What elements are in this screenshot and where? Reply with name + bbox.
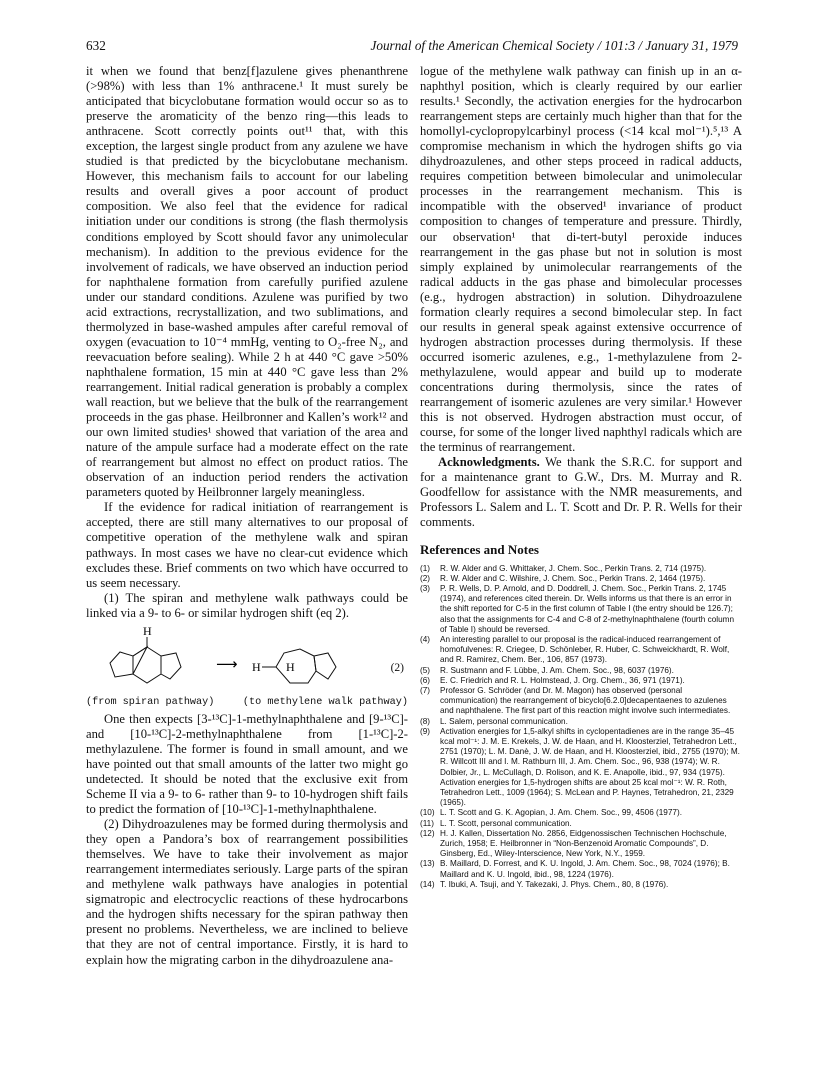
- reference-item: [420, 676, 742, 686]
- reference-text: Activation energies for 1,5-alkyl shifts in cyclopentadienes are in the range 35–45 kcal mol⁻¹: J. M. E. Krekels, J. W. de Haan, and H. Kloosterziel, Tetrahedron Lett., 2751 (1970); L. M. Danè, J. W. de Haan, and H. Kloosterziel, ibid., 2755 (1970); M. R. Willcott III and I. M. Rathburn III, J. Am. Chem. Soc., 96, 938 (1974); W. R. Dolbier, Jr., L. McCullagh, D. Rolison, and K. E. Anapolle, ibid., 97, 934 (1975). Activation energies for 1,5-hydrogen shifts are about 25 kcal mol⁻¹: W. R. Roth, Tetrahedron Lett., 1009 (1964); S. McLean and P. Haynes, Tetrahedron, 21, 2329 (1965).: [440, 726, 740, 808]
- paragraph: (2) Dihydroazulenes may be formed during thermolysis and they open a Pandora’s box of rearrangement possibilities themselves. We have to take their involvement as major rearrangement intermediates seriously. Large parts of the spiran and methylene walk pathways have analogies in potential sigmatropic and electrocyclic reactions of these hydrocarbons and the hydrogen shifts necessary for the spiran pathway then present no problems. Nevertheless, we are inclined to believe that they are not of central importance. Firstly, it is hard to explain how the migrating carbon in the dihydroazulene ana-: [86, 817, 408, 967]
- reference-number: (2): [420, 573, 431, 583]
- references-list: [420, 564, 742, 891]
- reference-item: [420, 564, 742, 574]
- reaction-structures: [86, 623, 408, 695]
- reference-item: [420, 686, 742, 717]
- reference-text: L. T. Scott and G. K. Agopian, J. Am. Chem. Soc., 99, 4506 (1977).: [440, 808, 682, 818]
- reference-text: H. J. Kallen, Dissertation No. 2856, Eidgenossischen Technischen Hochschule, Zurich, 1958; E. Heilbronner in “Non-Benzenoid Aromatic Compounds”, D. Ginsberg, Ed., Wiley-Interscience, New York, N.Y., 1959.: [440, 828, 727, 859]
- reference-text: B. Maillard, D. Forrest, and K. U. Ingold, J. Am. Chem. Soc., 98, 7024 (1976); B. Maillard and K. U. Ingold, ibid., 98, 1224 (1976).: [440, 859, 730, 879]
- reference-number: (8): [420, 716, 431, 726]
- reference-number: (14): [420, 879, 435, 889]
- journal-citation: Journal of the American Chemical Society / 101:3 / January 31, 1979: [370, 38, 738, 53]
- ring-five-structure: [161, 653, 181, 679]
- reference-number: (7): [420, 685, 431, 695]
- reference-item: [420, 666, 742, 676]
- reference-text: R. W. Alder and G. Whittaker, J. Chem. Soc., Perkin Trans. 2, 714 (1975).: [440, 563, 707, 573]
- scheme-captions: [86, 695, 408, 710]
- running-header: [86, 38, 738, 54]
- reference-number: (9): [420, 726, 431, 736]
- references-heading: References and Notes: [420, 542, 539, 558]
- reference-item: [420, 574, 742, 584]
- reference-item: [420, 880, 742, 890]
- reference-text: An interesting parallel to our proposal is the radical-induced rearrangement of homofulvenes: R. Criegee, D. Schönleber, R. Huber, C. Schweickhardt, R. Wolf, and R. Ramirez, Chem. Ber., 106, 857 (1973).: [440, 634, 730, 665]
- reference-number: (12): [420, 828, 435, 838]
- reference-number: (11): [420, 818, 434, 828]
- reference-item: [420, 859, 742, 879]
- reference-text: E. C. Friedrich and R. L. Holmstead, J. Org. Chem., 36, 971 (1971).: [440, 675, 685, 685]
- reference-item: [420, 584, 742, 635]
- reference-text: R. W. Alder and C. Wilshire, J. Chem. Soc., Perkin Trans. 2, 1464 (1975).: [440, 573, 706, 583]
- equation-number: (2): [390, 661, 404, 674]
- reference-number: (1): [420, 563, 431, 573]
- reference-item: [420, 727, 742, 809]
- paragraph: One then expects [3-¹³C]-1-methylnaphthalene and [9-¹³C]- and [10-¹³C]-2-methylnaphthalene from [1-¹³C]-2-methylazulene. The former is found in small amount, and we have pointed out that small amounts of the latter two might go undetected. It should be noted that the exclusive exit from Scheme II via a 9- to 6- rather than 9- to 10-hydrogen shift fails to predict the formation of [10-¹³C]-1-methylnaphthalene.: [86, 711, 408, 817]
- reference-item: [420, 635, 742, 666]
- paragraph: (1) The spiran and methylene walk pathways could be linked via a 9- to 6- or similar hydrogen shift (eq 2).: [86, 590, 408, 620]
- paragraph: If the evidence for radical initiation of rearrangement is accepted, there are still many alternatives to our proposal of competitive operation of the methylene walk and spiran pathways. In most cases we have no clear-cut evidence which excludes these. Brief comments on two which have occurred to us seem necessary.: [86, 500, 408, 590]
- reference-text: R. Sustmann and F. Lübbe, J. Am. Chem. Soc., 98, 6037 (1976).: [440, 665, 674, 675]
- reference-item: [420, 819, 742, 829]
- paragraph: it when we found that benz[f]azulene gives phenanthrene (>98%) with less than 1% anthracene.¹ It must surely be anticipated that bicyclobutane formation would occur so as to preserve the aromaticity of the benzo ring—this leads to anthracene. Scott correctly points out¹¹ that, with this exception, the largest single product from any azulene we have studied is that predicted by the bicyclobutane mechanism. However, this mechanism fails to account for our labeling results and overall gives a poor account of product composition. We also feel that the evidence for radical initiation under our conditions is strong (the flash thermolysis conditions employed by Scott should favor any unimolecular mechanism). In addition to the previous evidence for the involvement of radicals, we have observed an induction period for naphthalene formation from carefully purified azulene under our standard conditions. Azulene was purified by two acid extractions, recrystallization, and two sublimations, and thermolyzed in base-washed ampules after careful removal of oxygen (evacuation to 10⁻⁴ mmHg, venting to O₂-free N₂, and reevacuation before sealing). While 2 h at 440 °C gave >50% naphthalene formation, 15 min at 440 °C gave less than 2% rearrangement. Initial radical generation is probably a complex wall reaction, but we believe that the bulk of the rearrangement proceeds in the gas phase. Heilbronner and Kallen’s work¹² and our own limited studies¹ showed that variation of the area and nature of the ampule surface had a moderate effect on the rate of rearrangement but almost no effect on product ratios. The observation of an induction period renders the activation parameters quoted by Heilbronner largely meaningless.: [86, 64, 408, 500]
- reference-text: L. Salem, personal communication.: [440, 716, 568, 726]
- reference-text: P. R. Wells, D. P. Arnold, and D. Doddrell, J. Chem. Soc., Perkin Trans. 2, 1745 (1974), and references cited therein. Dr. Wells informs us that there is an error in the shift reported for C-5 in the first column of Table I (the entry should be 126.7); also that the assignments for C-4 and C-8 of 2-methylnaphthalene (fourth column of Table I) should be reversed.: [440, 583, 734, 634]
- page-number: 632: [86, 38, 106, 53]
- right-column: [420, 64, 742, 890]
- reference-number: (5): [420, 665, 431, 675]
- reference-number: (13): [420, 859, 435, 869]
- reference-number: (4): [420, 634, 431, 644]
- reference-text: T. Ibuki, A. Tsuji, and Y. Takezaki, J. Phys. Chem., 80, 8 (1976).: [440, 879, 669, 889]
- caption-right: (to methylene walk pathway): [242, 696, 408, 708]
- reference-item: [420, 808, 742, 818]
- scheme-h-right: H: [286, 659, 295, 674]
- reference-item: [420, 829, 742, 860]
- paragraph: logue of the methylene walk pathway can finish up in an α-naphthyl position, which is clearly required by our earlier results.¹ Secondly, the activation energies for the hydrocarbon rearrangement steps are certainly much higher than that for the homollyl-cyclopropylcarbinyl process (<14 kcal mol⁻¹).⁵,¹³ A compromise mechanism in which the hydrogen shifts go via dihydroazulenes, and other steps proceed in radical adducts, requires competition between bimolecular and unimolecular processes in the rearrangement mechanism. This is incompatible with the observed¹ invariance of product composition to changes of temperature and pressure. Thirdly, our observation¹ that di-tert-butyl peroxide induces rearrangement in the gas phase but not in solution is most simply explained by unimolecular rearrangements of the radical adducts in the gas phase and bimolecular processes (e.g., hydrogen abstraction) in solution. Dihydroazulene formation clearly requires a second bimolecular step. In fact our results in general speak against extensive occurrence of hydrogen abstraction processes during thermolysis. If these occurred isomeric azulenes, e.g., 1-methylazulene from 2-methylazulene, would appear and build up to moderate concentrations during thermolysis, since the rates of rearrangement of isomeric azulenes are very similar.¹ However this is not observed. Hydrogen abstraction must occur, of course, for some of the longer lived naphthyl radicals which are the terminus of rearrangement.: [420, 64, 742, 455]
- reference-number: (6): [420, 675, 431, 685]
- left-column: [86, 64, 408, 968]
- ring-seven-right-structure: [276, 649, 316, 683]
- reaction-scheme: [86, 623, 408, 695]
- caption-left: (from spiran pathway): [86, 696, 215, 708]
- reference-number: (10): [420, 808, 435, 818]
- acknowledgments-text: We thank the S.R.C. for support and for a maintenance grant to G.W., Drs. M. Murray and R. Goodfellow for assistance with the NMR measurements, and Professors L. Salem and L. T. Scott and Dr. P. R. Wells for their comments.: [420, 455, 742, 530]
- reference-text: Professor G. Schröder (and Dr. M. Magon) has observed (personal communication) the rearrangement of bicyclo[6.2.0]decapentaenes to azulenes and naphthalene. The first part of this reaction might involve such intermediates.: [440, 685, 731, 716]
- reference-text: L. T. Scott, personal communication.: [440, 818, 572, 828]
- acknowledgments-title: Acknowledgments.: [438, 455, 540, 470]
- reference-item: [420, 717, 742, 727]
- reaction-arrow: ⟶: [216, 654, 238, 673]
- ring-seven-structure: [110, 647, 147, 677]
- ring-five-right-structure: [314, 653, 336, 679]
- reference-number: (3): [420, 583, 431, 593]
- scheme-h-left: H: [252, 659, 261, 674]
- acknowledgments: [420, 455, 742, 530]
- scheme-h-label: H: [143, 623, 152, 638]
